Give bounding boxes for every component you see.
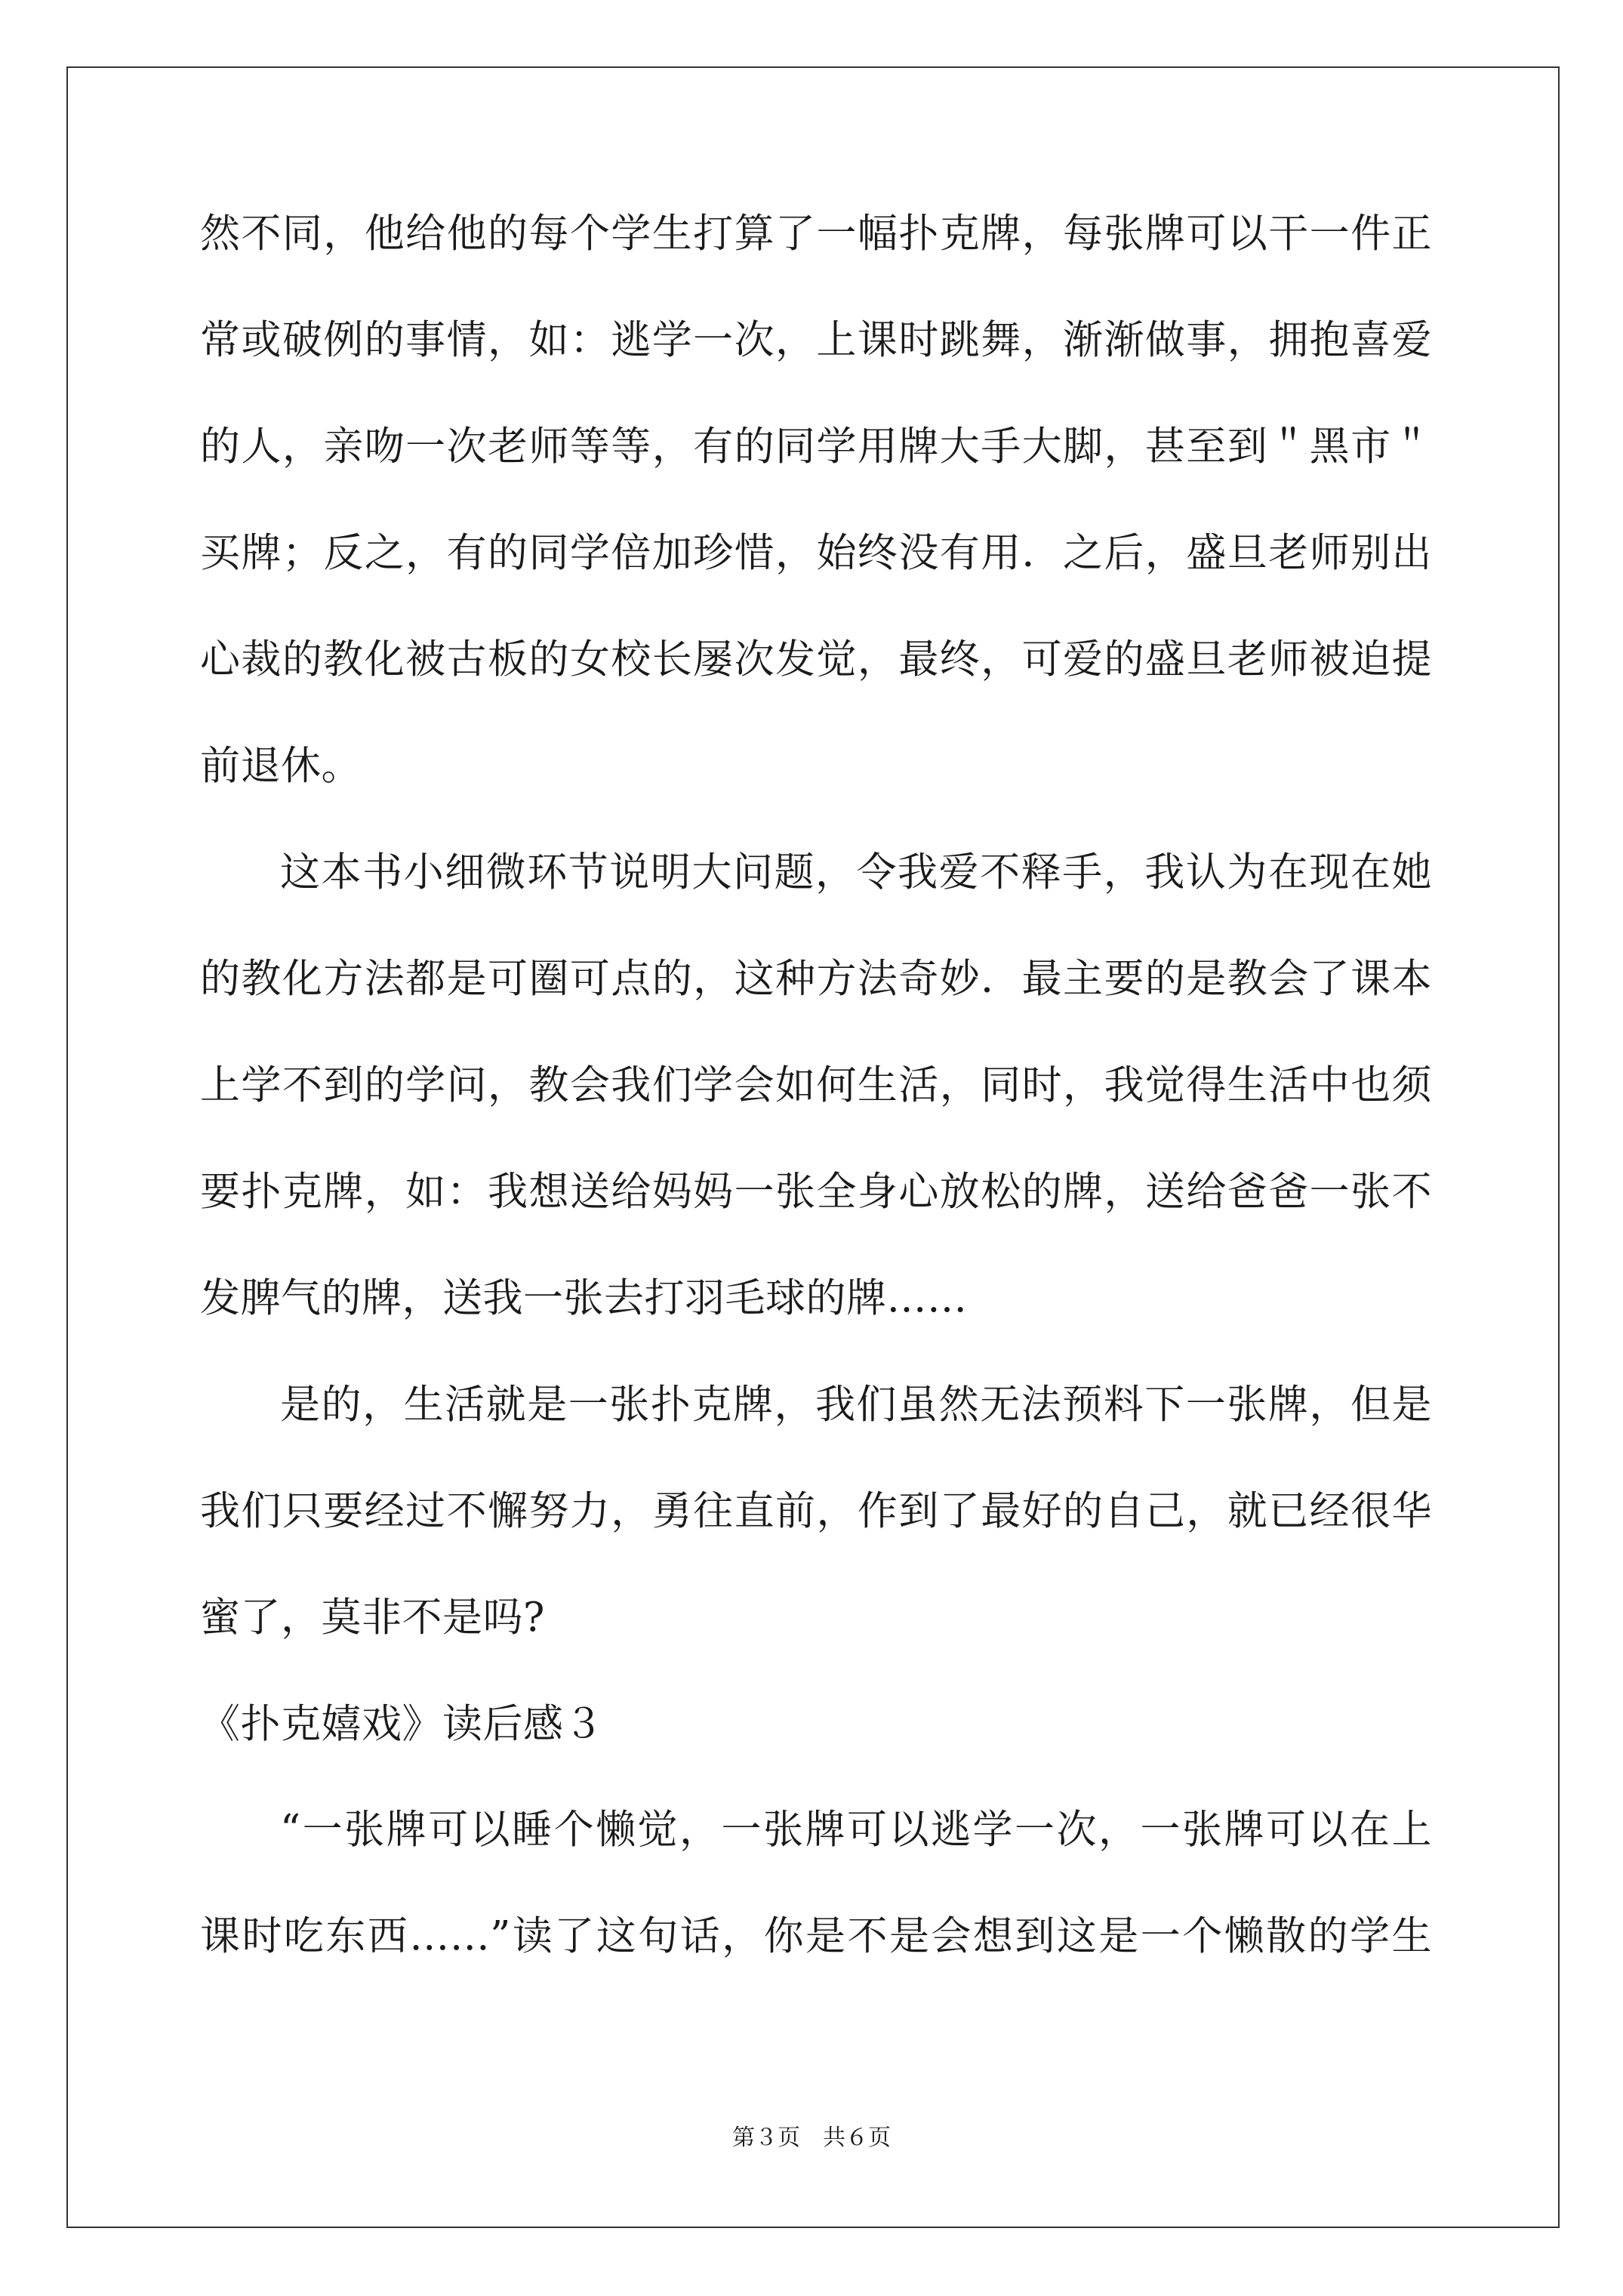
paragraph-line: 的教化方法都是可圈可点的，这种方法奇妙．最主要的是教会了课本 (200, 956, 1432, 1002)
paragraph-line: 课时吃东西……”读了这句话，你是不是会想到这是一个懒散的学生 (200, 1913, 1432, 1959)
paragraph-line: 心裁的教化被古板的女校长屡次发觉，最终，可爱的盛旦老师被迫提 (200, 636, 1432, 683)
paragraph-line: 要扑克牌，如：我想送给妈妈一张全身心放松的牌，送给爸爸一张不 (200, 1169, 1432, 1215)
paragraph-line: 这本书小细微环节说明大问题，令我爱不释手，我认为在现在她 (280, 849, 1432, 895)
paragraph-line: 的人，亲吻一次老师等等，有的同学用牌大手大脚，甚至到＂黑市＂ (200, 424, 1432, 470)
paragraph-line: 上学不到的学问，教会我们学会如何生活，同时，我觉得生活中也须 (200, 1062, 1432, 1108)
section-heading: 《扑克嬉戏》读后感３ (200, 1701, 604, 1747)
paragraph-line: 前退休。 (200, 743, 362, 789)
paragraph-line: 我们只要经过不懈努力，勇往直前，作到了最好的自己，就已经很华 (200, 1488, 1432, 1534)
document-body (200, 204, 1432, 2013)
paragraph-line: 发脾气的牌，送我一张去打羽毛球的牌…… (200, 1275, 968, 1321)
paragraph-line: 蜜了，莫非不是吗? (200, 1595, 545, 1641)
paragraph-line: 是的，生活就是一张扑克牌，我们虽然无法预料下一张牌，但是 (280, 1382, 1432, 1428)
paragraph-line: 买牌；反之，有的同学倍加珍惜，始终没有用．之后，盛旦老师别出 (200, 530, 1432, 576)
paragraph-line: 然不同，他给他的每个学生打算了一幅扑克牌，每张牌可以干一件正 (200, 211, 1432, 257)
paragraph-line: 常或破例的事情，如：逃学一次，上课时跳舞，渐渐做事，拥抱喜爱 (200, 317, 1432, 363)
page-footer: 第３页 共６页 (732, 2125, 891, 2151)
paragraph-line: “一张牌可以睡个懒觉，一张牌可以逃学一次，一张牌可以在上 (280, 1807, 1432, 1853)
